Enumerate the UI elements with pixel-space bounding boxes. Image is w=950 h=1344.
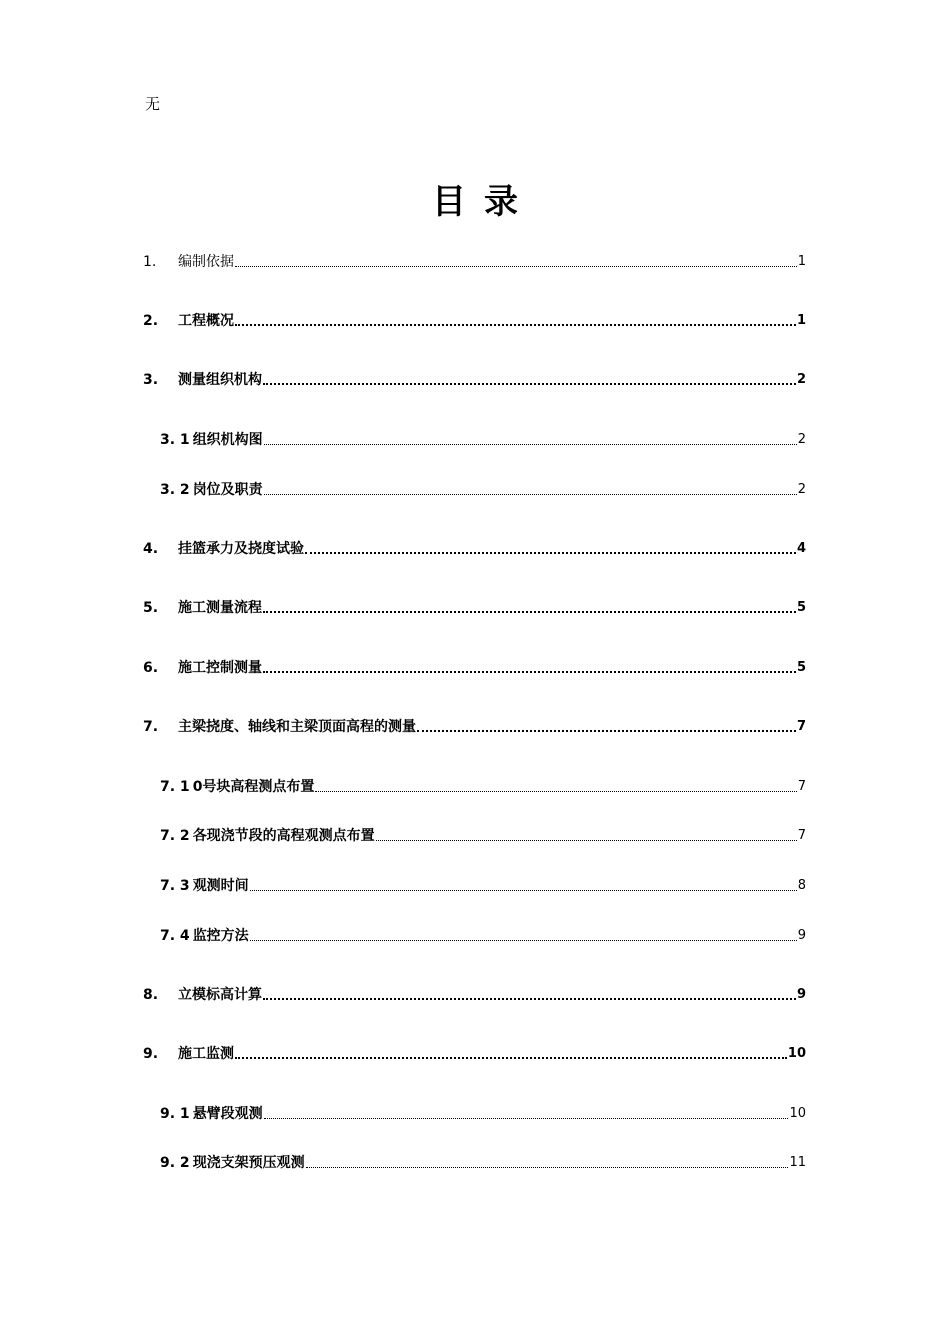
toc-entry-number: 7. 3 [160,878,190,894]
toc-entry-title: 岗位及职责 [192,482,263,498]
toc-entry-title: 编制依据 [178,254,234,270]
header-mark: 无 [145,95,161,113]
toc-entry-page: 7 [797,779,806,794]
toc-entry-number: 8. [143,987,159,1003]
toc-entry-title: 现浇支架预压观测 [192,1155,305,1171]
toc-entry-number: 1. [143,254,157,270]
toc-entry-title: 主梁挠度、轴线和主梁顶面高程的测量 [178,719,416,735]
toc-entry-page: 11 [789,1155,806,1170]
toc-leader-dots [417,729,796,732]
toc-leader-dots [250,939,797,941]
toc-leader-dots [235,323,796,326]
toc-leader-dots [263,382,796,385]
toc-entry[interactable] [143,481,806,499]
toc-entry-number: 7. [143,719,159,735]
toc-entry[interactable] [143,986,806,1004]
toc-entry-title: 施工监测 [178,1046,234,1062]
toc-entry-number: 5. [143,600,159,616]
toc-entry[interactable] [143,827,806,845]
toc-entry[interactable] [143,1105,806,1123]
toc-leader-dots [264,493,797,495]
toc-leader-dots [264,1117,789,1119]
toc-entry-title: 0号块高程测点布置 [192,779,315,795]
toc-entry-title: 观测时间 [192,878,249,894]
toc-entry[interactable] [143,371,806,389]
toc-entry[interactable] [143,599,806,617]
toc-entry-number: 9. [143,1046,159,1062]
toc-leader-dots [263,610,796,613]
toc-entry-number: 6. [143,660,159,676]
toc-entry-number: 7. 1 [160,779,190,795]
toc-leader-dots [263,670,796,673]
toc-entry-page: 1 [797,254,806,269]
toc-entry-number: 9. 1 [160,1106,190,1122]
toc-entry[interactable] [143,877,806,895]
toc-entry-page: 2 [797,432,806,447]
toc-entry-page: 7 [797,828,806,843]
toc-entry-page: 2 [797,482,806,497]
toc-entry-page: 9 [796,987,806,1002]
toc-entry-number: 7. 4 [160,928,190,944]
toc-entry[interactable] [143,1045,806,1063]
toc-leader-dots [263,997,796,1000]
toc-leader-dots [315,790,796,792]
toc-leader-dots [306,1166,789,1168]
toc-entry-title: 监控方法 [192,928,249,944]
toc-entry-page: 8 [797,878,806,893]
toc-leader-dots [250,889,797,891]
toc-leader-dots [305,551,796,554]
toc-entry-title: 立模标高计算 [178,987,262,1003]
toc-leader-dots [235,265,797,267]
toc-leader-dots [376,839,797,841]
toc-entry[interactable] [143,778,806,796]
toc-leader-dots [264,443,797,445]
toc-entry-page: 5 [796,600,806,615]
toc-title: 目录 [432,182,536,222]
toc-entry-title: 施工控制测量 [178,660,262,676]
toc-entry[interactable] [143,927,806,945]
toc-entry-page: 2 [796,372,806,387]
toc-entry-title: 组织机构图 [192,432,263,448]
toc-entry[interactable] [143,718,806,736]
toc-entry-number: 4. [143,541,159,557]
toc-entry[interactable] [143,312,806,330]
toc-entry-page: 10 [789,1106,806,1121]
toc-entry-number: 3. [143,372,159,388]
toc-entry[interactable] [143,659,806,677]
toc-entry-title: 施工测量流程 [178,600,262,616]
toc-entry-title: 工程概况 [178,313,234,329]
toc-entry[interactable] [143,1154,806,1172]
toc-entry-page: 5 [796,660,806,675]
toc-entry-title: 挂篮承力及挠度试验 [178,541,304,557]
toc-entry-page: 7 [796,719,806,734]
toc-entry-page: 1 [796,313,806,328]
toc-entry[interactable] [143,540,806,558]
toc-entry-number: 9. 2 [160,1155,190,1171]
toc-entry-title: 悬臂段观测 [192,1106,263,1122]
toc-entry-number: 3. 2 [160,482,190,498]
toc-entry-number: 2. [143,313,159,329]
toc-entry-page: 4 [796,541,806,556]
toc-entry-page: 10 [787,1046,806,1061]
toc-entry-number: 7. 2 [160,828,190,844]
toc-entry[interactable] [143,253,806,271]
toc-entry-page: 9 [797,928,806,943]
toc-entry-title: 各现浇节段的高程观测点布置 [192,828,375,844]
toc-entry-title: 测量组织机构 [178,372,262,388]
toc-entry-number: 3. 1 [160,432,190,448]
toc-leader-dots [235,1056,787,1059]
toc-entry[interactable] [143,431,806,449]
